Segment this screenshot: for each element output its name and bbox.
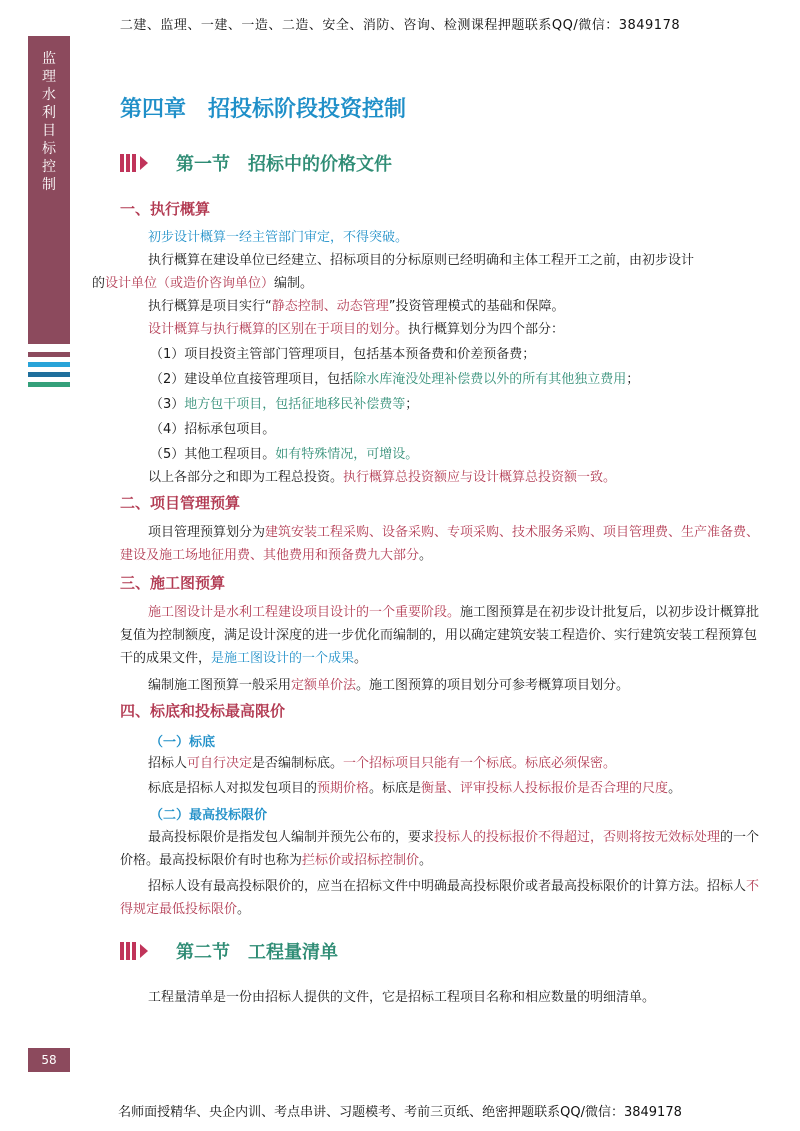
highlight-text: 一个招标项目只能有一个标底。标底必须保密。	[343, 756, 617, 771]
heading-project-management-budget: 二、项目管理预算	[120, 494, 241, 512]
heading-execution-budget: 一、执行概算	[120, 200, 211, 218]
text: 最高投标限价是指发包人编制并预先公布的，要求	[148, 830, 435, 845]
stripe-darkblue	[28, 372, 70, 377]
text: 初步设计概算一经主管部门审定，不得突破。	[148, 230, 409, 245]
stripe-green	[28, 382, 70, 387]
paragraph	[120, 521, 760, 567]
paragraph	[120, 875, 760, 921]
highlight-text: 投标人的投标报价不得超过，否则将按无效标处理	[434, 830, 721, 845]
highlight-text: 除水库淹没处理补偿费以外的所有其他独立费用	[353, 372, 627, 387]
highlight-text: 如有特殊情况，可增设。	[275, 447, 419, 462]
text: 。	[668, 781, 682, 796]
text: （2）建设单位直接管理项目，包括	[150, 372, 354, 387]
highlight-text: 定额单价法	[291, 678, 357, 693]
text: 。	[237, 902, 251, 917]
list-item: （1）项目投资主管部门管理项目，包括基本预备费和价差预备费；	[150, 347, 536, 362]
text: 。	[354, 651, 368, 666]
subheading-base-price: （一）标底	[150, 735, 216, 750]
text: 的	[92, 276, 106, 291]
paragraph	[120, 752, 760, 775]
paragraph	[120, 674, 760, 697]
highlight-text: 设计单位（或造价咨询单位）	[105, 276, 275, 291]
text: 执行概算划分为四个部分：	[408, 322, 565, 337]
text: 工程量清单是一份由招标人提供的文件，它是招标工程项目名称和相应数量的明细清单。	[148, 990, 656, 1005]
text: 。施工图预算的项目划分可参考概算项目划分。	[356, 678, 630, 693]
text: 以上各部分之和即为工程总投资。	[148, 470, 344, 485]
text: 。	[419, 853, 433, 868]
side-strip	[28, 36, 70, 344]
paragraph	[120, 826, 760, 872]
paragraph	[120, 226, 760, 249]
text: （5）其他工程项目。	[150, 447, 276, 462]
highlight-text: 建筑安装工程采购、设备采购、专项采购、技术服务采购、项目管理费、生产准备费、建设及施工场地征用费、其他费用和预备费九大部分	[120, 525, 760, 563]
list-item	[150, 368, 639, 391]
paragraph	[120, 986, 760, 1009]
text: 执行概算是项目实行“	[148, 299, 272, 314]
highlight-text: 不得规定最低投标限价	[120, 879, 760, 917]
text: ；	[405, 397, 419, 412]
section-marker-icon	[120, 942, 148, 960]
paragraph	[120, 601, 760, 670]
top-banner: 二建、监理、一建、一造、二造、安全、消防、咨询、检测课程押题联系QQ/微信：3849178	[119, 18, 681, 33]
heading-construction-drawing-budget: 三、施工图预算	[120, 574, 226, 592]
highlight-text: 预期价格	[317, 781, 370, 796]
text: 。	[419, 548, 433, 563]
section-title: 第一节 招标中的价格文件	[176, 154, 392, 175]
paragraph	[120, 318, 760, 341]
text: 项目管理预算划分为	[148, 525, 266, 540]
text: ”投资管理模式的基础和保障。	[388, 299, 565, 314]
paragraph	[120, 295, 760, 318]
list-item	[150, 443, 418, 466]
highlight-text: 拦标价或招标控制价	[302, 853, 420, 868]
text: 。标底是	[369, 781, 422, 796]
section-heading-1	[120, 150, 392, 176]
text: 招标人设有最高投标限价的，应当在招标文件中明确最高投标限价或者最高投标限价的计算方法。招标人	[148, 879, 747, 894]
stripe-pink	[28, 352, 70, 357]
highlight-text: 施工图设计是水利工程建设项目设计的一个重要阶段。	[148, 605, 461, 620]
list-item: （4）招标承包项目。	[150, 422, 276, 437]
section-title: 第二节 工程量清单	[176, 942, 338, 963]
text: 施工图预算是在初步设计批复后，以初步设计概算批复值为控制额度，满足设计深度的进一步优化而编制的，用以确定建筑安装工程造价、实行建筑安装工程预算包干的成果文件，	[120, 605, 760, 666]
stripe-blue	[28, 362, 70, 367]
subheading-max-bid-price: （二）最高投标限价	[150, 808, 268, 823]
highlight-text: 执行概算总投资额应与设计概算总投资额一致。	[343, 470, 617, 485]
text: 招标人	[148, 756, 188, 771]
text: 是否编制标底。	[252, 756, 344, 771]
text: 编制施工图预算一般采用	[148, 678, 292, 693]
highlight-text: 静态控制、动态管理	[271, 299, 389, 314]
text: （3）	[150, 397, 185, 412]
text: 编制。	[274, 276, 314, 291]
text: 的一个价格。最高投标限价有时也称为	[120, 830, 760, 868]
chapter-title: 第四章 招投标阶段投资控制	[120, 97, 407, 122]
highlight-text: 衡量、评审投标人投标报价是否合理的尺度	[421, 781, 669, 796]
side-label: 监 理 水 利 目 标 控 制	[42, 51, 56, 193]
text: ；	[626, 372, 640, 387]
section-marker-icon	[120, 154, 148, 172]
text: 标底是招标人对拟发包项目的	[148, 781, 318, 796]
list-item	[150, 393, 418, 416]
bottom-banner: 名师面授精华、央企内训、考点串讲、习题模考、考前三页纸、绝密押题联系QQ/微信：3849178	[118, 1105, 682, 1120]
highlight-text: 是施工图设计的一个成果	[211, 651, 355, 666]
section-heading-2	[120, 938, 338, 964]
highlight-text: 可自行决定	[187, 756, 253, 771]
text: 执行概算在建设单位已经建立、招标项目的分标原则已经明确和主体工程开工之前，由初步设计	[148, 253, 695, 268]
page-number: 58	[28, 1048, 70, 1072]
paragraph	[120, 777, 760, 800]
paragraph	[120, 466, 760, 489]
highlight-text: 设计概算与执行概算的区别在于项目的划分。	[148, 322, 409, 337]
paragraph	[92, 249, 760, 295]
heading-base-and-max-price: 四、标底和投标最高限价	[120, 702, 286, 720]
highlight-text: 地方包干项目，包括征地移民补偿费等	[184, 397, 406, 412]
